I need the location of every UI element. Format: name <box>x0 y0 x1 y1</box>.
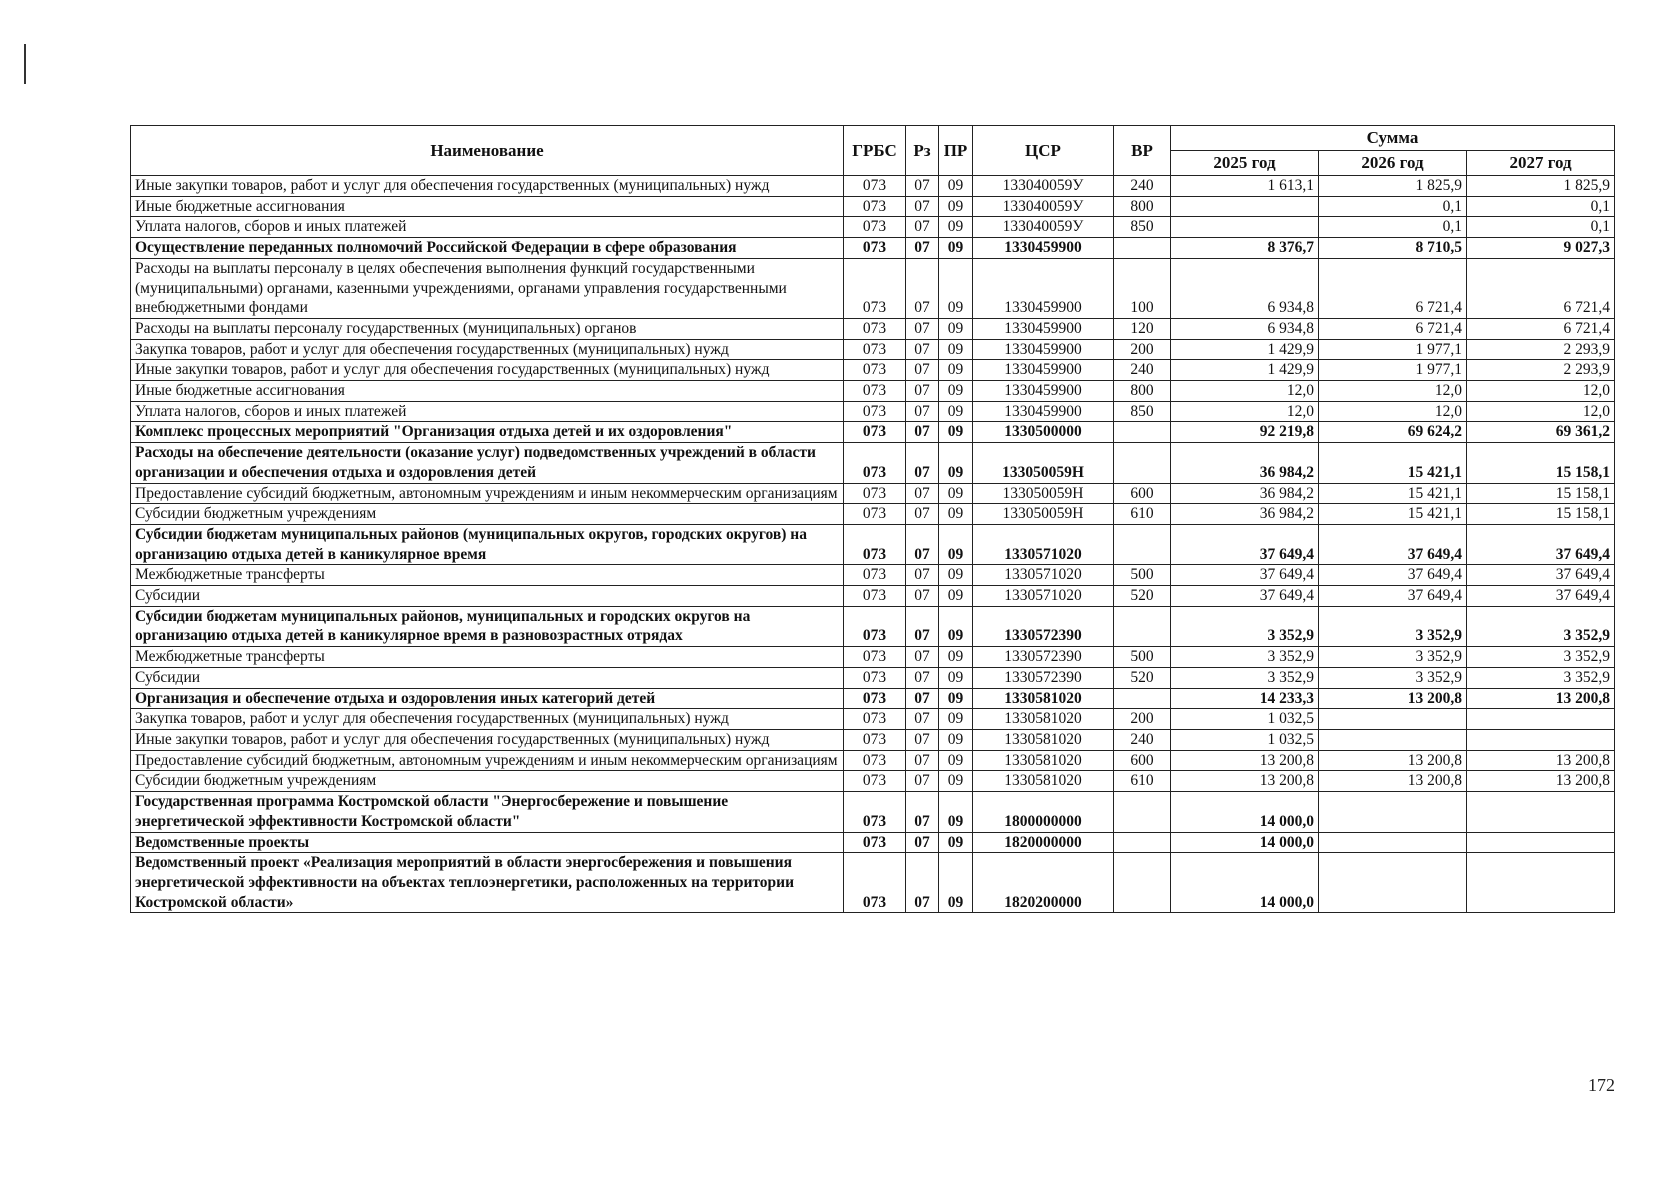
table-row <box>131 318 1615 339</box>
table-row <box>131 422 1615 443</box>
table-row <box>131 688 1615 709</box>
cell-name: Субсидии <box>131 667 844 688</box>
cell-rz: 07 <box>906 339 939 360</box>
cell-rz: 07 <box>906 606 939 646</box>
cell-2026 <box>1319 709 1467 730</box>
cell-grbs: 073 <box>844 647 906 668</box>
cell-pr: 09 <box>939 606 973 646</box>
cell-2025: 36 984,2 <box>1171 483 1319 504</box>
cell-rz: 07 <box>906 647 939 668</box>
cell-csr: 133050059Н <box>973 483 1114 504</box>
cell-2027: 13 200,8 <box>1467 750 1615 771</box>
cell-name: Осуществление переданных полномочий Российской Федерации в сфере образования <box>131 238 844 259</box>
cell-vr: 240 <box>1114 176 1171 197</box>
cell-rz: 07 <box>906 565 939 586</box>
cell-2026: 12,0 <box>1319 401 1467 422</box>
cell-2026: 15 421,1 <box>1319 483 1467 504</box>
cell-csr: 1330572390 <box>973 606 1114 646</box>
cell-2025: 12,0 <box>1171 381 1319 402</box>
cell-2025: 1 032,5 <box>1171 709 1319 730</box>
cell-csr: 133040059У <box>973 217 1114 238</box>
cell-grbs: 073 <box>844 524 906 564</box>
header-2026: 2026 год <box>1319 151 1467 176</box>
cell-rz: 07 <box>906 381 939 402</box>
cell-2025: 12,0 <box>1171 401 1319 422</box>
cell-vr: 850 <box>1114 217 1171 238</box>
table-body <box>131 176 1615 913</box>
cell-csr: 1330572390 <box>973 647 1114 668</box>
cell-vr <box>1114 443 1171 483</box>
cell-name: Субсидии бюджетным учреждениям <box>131 504 844 525</box>
table-row <box>131 647 1615 668</box>
cell-vr: 610 <box>1114 771 1171 792</box>
cell-2025: 14 000,0 <box>1171 792 1319 832</box>
cell-csr: 1330572390 <box>973 667 1114 688</box>
cell-grbs: 073 <box>844 443 906 483</box>
cell-pr: 09 <box>939 238 973 259</box>
cell-name: Предоставление субсидий бюджетным, автономным учреждениям и иным некоммерческим организациям <box>131 483 844 504</box>
cell-grbs: 073 <box>844 606 906 646</box>
cell-pr: 09 <box>939 565 973 586</box>
header-vr: ВР <box>1114 126 1171 176</box>
header-sum: Сумма <box>1171 126 1615 151</box>
cell-rz: 07 <box>906 586 939 607</box>
header-csr: ЦСР <box>973 126 1114 176</box>
cell-2026 <box>1319 792 1467 832</box>
cell-2025 <box>1171 217 1319 238</box>
cell-pr: 09 <box>939 792 973 832</box>
header-name: Наименование <box>131 126 844 176</box>
cell-2026: 12,0 <box>1319 381 1467 402</box>
cell-2027: 69 361,2 <box>1467 422 1615 443</box>
cell-grbs: 073 <box>844 667 906 688</box>
cell-vr <box>1114 832 1171 853</box>
cell-name: Иные бюджетные ассигнования <box>131 196 844 217</box>
cell-csr: 133040059У <box>973 176 1114 197</box>
cell-grbs: 073 <box>844 238 906 259</box>
cell-csr: 133050059Н <box>973 443 1114 483</box>
cell-2027 <box>1467 792 1615 832</box>
cell-csr: 1330581020 <box>973 709 1114 730</box>
cell-2027: 0,1 <box>1467 196 1615 217</box>
cell-vr: 850 <box>1114 401 1171 422</box>
cell-vr <box>1114 606 1171 646</box>
cell-rz: 07 <box>906 238 939 259</box>
cell-name: Субсидии бюджетам муниципальных районов (муниципальных округов, городских округов) на организацию отдыха детей в каникулярное время <box>131 524 844 564</box>
cell-2027: 13 200,8 <box>1467 688 1615 709</box>
cell-rz: 07 <box>906 688 939 709</box>
cell-2025: 14 000,0 <box>1171 832 1319 853</box>
cell-pr: 09 <box>939 688 973 709</box>
cell-vr: 240 <box>1114 360 1171 381</box>
cell-csr: 133050059Н <box>973 504 1114 525</box>
cell-2027: 37 649,4 <box>1467 586 1615 607</box>
cell-grbs: 073 <box>844 217 906 238</box>
cell-csr: 1330571020 <box>973 565 1114 586</box>
cell-2025: 13 200,8 <box>1171 771 1319 792</box>
cell-vr: 200 <box>1114 339 1171 360</box>
cell-2027: 12,0 <box>1467 381 1615 402</box>
cell-name: Комплекс процессных мероприятий "Организация отдыха детей и их оздоровления" <box>131 422 844 443</box>
header-2025: 2025 год <box>1171 151 1319 176</box>
cell-2026: 3 352,9 <box>1319 647 1467 668</box>
table-row <box>131 339 1615 360</box>
cell-pr: 09 <box>939 647 973 668</box>
cell-pr: 09 <box>939 381 973 402</box>
cell-name: Государственная программа Костромской области "Энергосбережение и повышение энергетической эффективности Костромской области" <box>131 792 844 832</box>
cell-pr: 09 <box>939 709 973 730</box>
cell-csr: 1330459900 <box>973 360 1114 381</box>
cell-2026: 15 421,1 <box>1319 504 1467 525</box>
cell-csr: 1330459900 <box>973 401 1114 422</box>
cell-2025: 6 934,8 <box>1171 258 1319 318</box>
cell-2027 <box>1467 832 1615 853</box>
cell-vr: 610 <box>1114 504 1171 525</box>
cell-grbs: 073 <box>844 176 906 197</box>
cell-2025: 3 352,9 <box>1171 606 1319 646</box>
cell-grbs: 073 <box>844 853 906 913</box>
table-row <box>131 381 1615 402</box>
cell-vr: 800 <box>1114 196 1171 217</box>
cell-name: Межбюджетные трансферты <box>131 647 844 668</box>
cell-rz: 07 <box>906 401 939 422</box>
cell-grbs: 073 <box>844 483 906 504</box>
table-row <box>131 853 1615 913</box>
cell-name: Ведомственные проекты <box>131 832 844 853</box>
cell-name: Иные закупки товаров, работ и услуг для обеспечения государственных (муниципальных) нужд <box>131 729 844 750</box>
cell-2025: 36 984,2 <box>1171 504 1319 525</box>
cell-2025: 3 352,9 <box>1171 647 1319 668</box>
cell-csr: 1800000000 <box>973 792 1114 832</box>
cell-pr: 09 <box>939 422 973 443</box>
cell-grbs: 073 <box>844 688 906 709</box>
cell-pr: 09 <box>939 524 973 564</box>
table-row <box>131 565 1615 586</box>
cell-name: Закупка товаров, работ и услуг для обеспечения государственных (муниципальных) нужд <box>131 339 844 360</box>
cell-2025: 92 219,8 <box>1171 422 1319 443</box>
table-row <box>131 709 1615 730</box>
table-row <box>131 238 1615 259</box>
cell-name: Расходы на выплаты персоналу в целях обеспечения выполнения функций государственными (муниципальными) органами, казенными учреждениями, органами управления государственными внебюджетными фондами <box>131 258 844 318</box>
header-2027: 2027 год <box>1467 151 1615 176</box>
cell-name: Расходы на выплаты персоналу государственных (муниципальных) органов <box>131 318 844 339</box>
cell-vr: 600 <box>1114 483 1171 504</box>
cell-2027: 1 825,9 <box>1467 176 1615 197</box>
cell-2027 <box>1467 709 1615 730</box>
cell-2026 <box>1319 832 1467 853</box>
cell-rz: 07 <box>906 771 939 792</box>
cell-rz: 07 <box>906 258 939 318</box>
cell-pr: 09 <box>939 483 973 504</box>
table-row <box>131 524 1615 564</box>
cell-vr <box>1114 792 1171 832</box>
cell-pr: 09 <box>939 318 973 339</box>
cell-name: Субсидии бюджетам муниципальных районов, муниципальных и городских округов на организацию отдыха детей в каникулярное время в разновозрастных отрядах <box>131 606 844 646</box>
cell-grbs: 073 <box>844 422 906 443</box>
header-row-top <box>131 126 1615 151</box>
cell-pr: 09 <box>939 401 973 422</box>
cell-vr <box>1114 688 1171 709</box>
cell-grbs: 073 <box>844 504 906 525</box>
cell-2026: 6 721,4 <box>1319 258 1467 318</box>
cell-2025: 13 200,8 <box>1171 750 1319 771</box>
cell-2027: 37 649,4 <box>1467 524 1615 564</box>
cell-2027: 15 158,1 <box>1467 443 1615 483</box>
cell-grbs: 073 <box>844 792 906 832</box>
cell-grbs: 073 <box>844 586 906 607</box>
cell-2027: 6 721,4 <box>1467 318 1615 339</box>
cell-rz: 07 <box>906 729 939 750</box>
cell-pr: 09 <box>939 504 973 525</box>
cell-grbs: 073 <box>844 565 906 586</box>
cell-rz: 07 <box>906 832 939 853</box>
table-row <box>131 176 1615 197</box>
cell-rz: 07 <box>906 750 939 771</box>
cell-vr: 520 <box>1114 667 1171 688</box>
cell-vr <box>1114 524 1171 564</box>
table-row <box>131 792 1615 832</box>
cell-vr <box>1114 238 1171 259</box>
cell-2026: 0,1 <box>1319 196 1467 217</box>
cell-2026 <box>1319 853 1467 913</box>
cell-vr: 200 <box>1114 709 1171 730</box>
table-row <box>131 729 1615 750</box>
cell-name: Закупка товаров, работ и услуг для обеспечения государственных (муниципальных) нужд <box>131 709 844 730</box>
table-row <box>131 606 1615 646</box>
cell-2026: 13 200,8 <box>1319 771 1467 792</box>
cell-name: Иные закупки товаров, работ и услуг для обеспечения государственных (муниципальных) нужд <box>131 360 844 381</box>
cell-rz: 07 <box>906 709 939 730</box>
cell-2027: 6 721,4 <box>1467 258 1615 318</box>
cell-grbs: 073 <box>844 771 906 792</box>
cell-csr: 1330459900 <box>973 318 1114 339</box>
cell-pr: 09 <box>939 667 973 688</box>
cell-rz: 07 <box>906 422 939 443</box>
cell-2027: 37 649,4 <box>1467 565 1615 586</box>
cell-grbs: 073 <box>844 750 906 771</box>
cell-2025: 37 649,4 <box>1171 586 1319 607</box>
cell-grbs: 073 <box>844 832 906 853</box>
cell-2026: 13 200,8 <box>1319 688 1467 709</box>
cell-2026: 8 710,5 <box>1319 238 1467 259</box>
cell-2027: 2 293,9 <box>1467 339 1615 360</box>
cell-name: Иные закупки товаров, работ и услуг для обеспечения государственных (муниципальных) нужд <box>131 176 844 197</box>
cell-2027: 3 352,9 <box>1467 667 1615 688</box>
cell-rz: 07 <box>906 176 939 197</box>
cell-2025: 14 000,0 <box>1171 853 1319 913</box>
cell-rz: 07 <box>906 504 939 525</box>
table-row <box>131 750 1615 771</box>
cell-vr: 500 <box>1114 565 1171 586</box>
cell-2025: 1 429,9 <box>1171 360 1319 381</box>
cell-pr: 09 <box>939 729 973 750</box>
cell-rz: 07 <box>906 792 939 832</box>
table-row <box>131 196 1615 217</box>
header-pr: ПР <box>939 126 973 176</box>
table-row <box>131 586 1615 607</box>
cell-2026: 13 200,8 <box>1319 750 1467 771</box>
table-row <box>131 360 1615 381</box>
table-row <box>131 401 1615 422</box>
cell-name: Субсидии бюджетным учреждениям <box>131 771 844 792</box>
table-row <box>131 832 1615 853</box>
cell-2026 <box>1319 729 1467 750</box>
cell-2026: 15 421,1 <box>1319 443 1467 483</box>
cell-rz: 07 <box>906 483 939 504</box>
cell-pr: 09 <box>939 443 973 483</box>
cell-2026: 3 352,9 <box>1319 606 1467 646</box>
cell-pr: 09 <box>939 586 973 607</box>
cell-2027: 3 352,9 <box>1467 647 1615 668</box>
cell-2026: 1 977,1 <box>1319 339 1467 360</box>
cell-rz: 07 <box>906 853 939 913</box>
cell-csr: 1330500000 <box>973 422 1114 443</box>
cell-vr: 240 <box>1114 729 1171 750</box>
cell-grbs: 073 <box>844 339 906 360</box>
cell-csr: 1330459900 <box>973 258 1114 318</box>
cell-2025: 14 233,3 <box>1171 688 1319 709</box>
cell-2026: 6 721,4 <box>1319 318 1467 339</box>
cell-2027: 13 200,8 <box>1467 771 1615 792</box>
cell-2027 <box>1467 729 1615 750</box>
cell-vr: 600 <box>1114 750 1171 771</box>
cell-rz: 07 <box>906 318 939 339</box>
cell-2025: 8 376,7 <box>1171 238 1319 259</box>
cell-name: Организация и обеспечение отдыха и оздоровления иных категорий детей <box>131 688 844 709</box>
table-row <box>131 217 1615 238</box>
page-number: 172 <box>1588 1075 1615 1095</box>
cell-2025: 36 984,2 <box>1171 443 1319 483</box>
cell-grbs: 073 <box>844 401 906 422</box>
table-row <box>131 667 1615 688</box>
cell-pr: 09 <box>939 196 973 217</box>
cell-rz: 07 <box>906 196 939 217</box>
cell-2025 <box>1171 196 1319 217</box>
cell-vr: 800 <box>1114 381 1171 402</box>
cell-name: Ведомственный проект «Реализация мероприятий в области энергосбережения и повышения энергетической эффективности на объектах теплоэнергетики, расположенных на территории Костромской области» <box>131 853 844 913</box>
table-row <box>131 504 1615 525</box>
cell-2027: 3 352,9 <box>1467 606 1615 646</box>
cell-rz: 07 <box>906 443 939 483</box>
cell-grbs: 073 <box>844 729 906 750</box>
cell-name: Иные бюджетные ассигнования <box>131 381 844 402</box>
table-row <box>131 771 1615 792</box>
cell-csr: 1330581020 <box>973 750 1114 771</box>
header-grbs: ГРБС <box>844 126 906 176</box>
cell-2026: 3 352,9 <box>1319 667 1467 688</box>
cell-2025: 37 649,4 <box>1171 565 1319 586</box>
cell-vr: 520 <box>1114 586 1171 607</box>
cell-2027: 2 293,9 <box>1467 360 1615 381</box>
cell-vr: 500 <box>1114 647 1171 668</box>
cell-grbs: 073 <box>844 381 906 402</box>
cell-name: Расходы на обеспечение деятельности (оказание услуг) подведомственных учреждений в области организации и обеспечения отдыха и оздоровления детей <box>131 443 844 483</box>
cell-pr: 09 <box>939 176 973 197</box>
cell-2027: 15 158,1 <box>1467 504 1615 525</box>
cell-grbs: 073 <box>844 709 906 730</box>
cell-name: Субсидии <box>131 586 844 607</box>
cell-grbs: 073 <box>844 318 906 339</box>
cell-csr: 1330571020 <box>973 586 1114 607</box>
cell-grbs: 073 <box>844 258 906 318</box>
cell-pr: 09 <box>939 339 973 360</box>
cell-2026: 0,1 <box>1319 217 1467 238</box>
cell-2026: 37 649,4 <box>1319 524 1467 564</box>
cell-pr: 09 <box>939 258 973 318</box>
cell-2026: 37 649,4 <box>1319 565 1467 586</box>
cell-2026: 69 624,2 <box>1319 422 1467 443</box>
cell-csr: 1820000000 <box>973 832 1114 853</box>
cell-2027 <box>1467 853 1615 913</box>
cell-csr: 1330581020 <box>973 729 1114 750</box>
cell-2027: 12,0 <box>1467 401 1615 422</box>
cell-csr: 133040059У <box>973 196 1114 217</box>
cell-pr: 09 <box>939 771 973 792</box>
header-rz: Рз <box>906 126 939 176</box>
cell-2025: 6 934,8 <box>1171 318 1319 339</box>
cell-name: Уплата налогов, сборов и иных платежей <box>131 217 844 238</box>
cell-vr: 120 <box>1114 318 1171 339</box>
cell-rz: 07 <box>906 524 939 564</box>
cell-pr: 09 <box>939 360 973 381</box>
cell-pr: 09 <box>939 750 973 771</box>
cell-rz: 07 <box>906 360 939 381</box>
cell-2025: 1 429,9 <box>1171 339 1319 360</box>
cell-2027: 0,1 <box>1467 217 1615 238</box>
cell-csr: 1330581020 <box>973 688 1114 709</box>
cell-2027: 9 027,3 <box>1467 238 1615 259</box>
cell-name: Межбюджетные трансферты <box>131 565 844 586</box>
cell-name: Предоставление субсидий бюджетным, автономным учреждениям и иным некоммерческим организациям <box>131 750 844 771</box>
budget-table <box>130 125 1615 913</box>
cell-pr: 09 <box>939 217 973 238</box>
cell-vr: 100 <box>1114 258 1171 318</box>
cell-pr: 09 <box>939 832 973 853</box>
cell-csr: 1330581020 <box>973 771 1114 792</box>
cell-grbs: 073 <box>844 196 906 217</box>
table-row <box>131 443 1615 483</box>
table-row <box>131 483 1615 504</box>
cell-2027: 15 158,1 <box>1467 483 1615 504</box>
cell-grbs: 073 <box>844 360 906 381</box>
cell-rz: 07 <box>906 667 939 688</box>
table-row <box>131 258 1615 318</box>
cell-vr <box>1114 422 1171 443</box>
cell-2025: 1 032,5 <box>1171 729 1319 750</box>
cell-2026: 37 649,4 <box>1319 586 1467 607</box>
cell-2026: 1 977,1 <box>1319 360 1467 381</box>
cell-rz: 07 <box>906 217 939 238</box>
cell-csr: 1330459900 <box>973 238 1114 259</box>
cell-csr: 1330459900 <box>973 381 1114 402</box>
cell-2025: 3 352,9 <box>1171 667 1319 688</box>
cell-2026: 1 825,9 <box>1319 176 1467 197</box>
margin-mark <box>24 44 26 84</box>
cell-2025: 1 613,1 <box>1171 176 1319 197</box>
cell-vr <box>1114 853 1171 913</box>
cell-csr: 1820200000 <box>973 853 1114 913</box>
cell-name: Уплата налогов, сборов и иных платежей <box>131 401 844 422</box>
cell-pr: 09 <box>939 853 973 913</box>
cell-csr: 1330459900 <box>973 339 1114 360</box>
cell-2025: 37 649,4 <box>1171 524 1319 564</box>
cell-csr: 1330571020 <box>973 524 1114 564</box>
